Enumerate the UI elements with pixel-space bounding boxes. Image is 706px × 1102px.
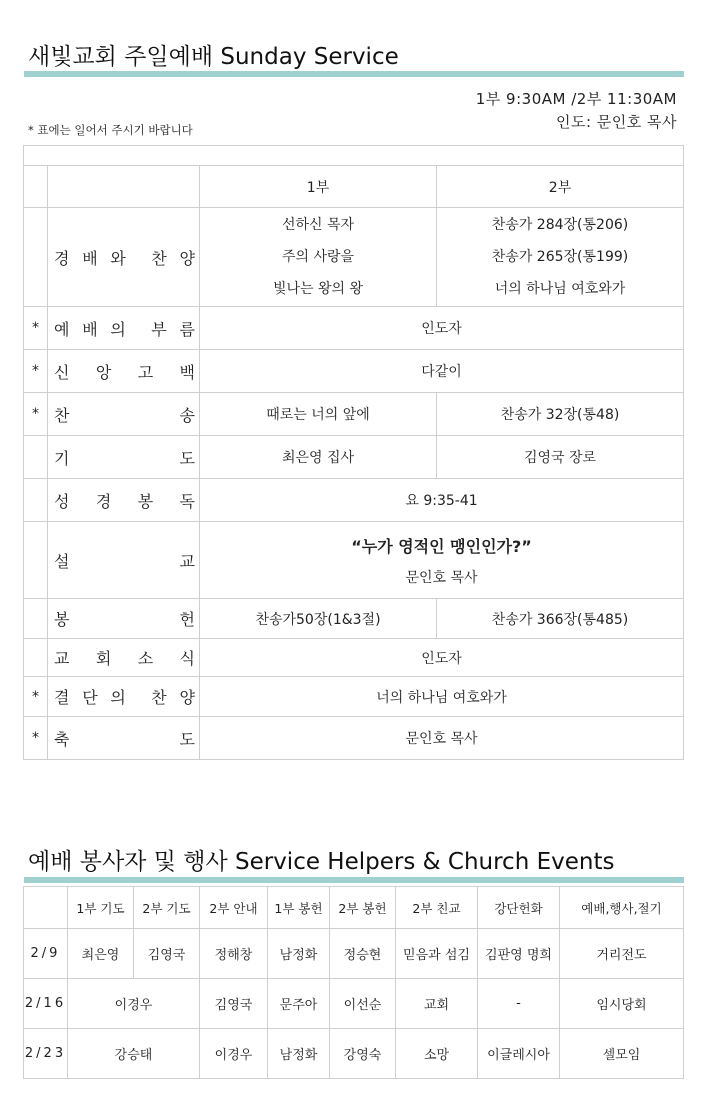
row-label: 예 배 의 부 름 [54, 319, 195, 339]
row-date: 2/9 [24, 929, 68, 979]
offering-first: 찬송가50장(1&3절) [200, 599, 437, 639]
offering-second: 찬송가 366장(통485) [437, 599, 684, 639]
row-creed [24, 350, 684, 393]
news-value: 인도자 [200, 639, 684, 677]
row-label: 교 회 소 식 [54, 649, 195, 668]
table-cell: 김영국 [200, 979, 268, 1029]
row-label: 설 교 [54, 551, 195, 571]
row-call-to-worship [24, 307, 684, 350]
table-cell: 믿음과 섬김 [396, 929, 478, 979]
helpers-header: 2부 봉헌 [330, 887, 396, 929]
row-date: 2/16 [24, 979, 68, 1029]
standing-note: * 표에는 일어서 주시기 바랍니다 [28, 123, 193, 137]
table-cell: 문주아 [268, 979, 330, 1029]
standing-marker: * [24, 307, 48, 350]
service-times: 1부 9:30AM /2부 11:30AM [475, 90, 677, 108]
row-benediction [24, 717, 684, 760]
sermon-title: “누가 영적인 맹인인가?” [351, 536, 532, 556]
table-cell: 셀모임 [560, 1029, 684, 1079]
row-prayer [24, 436, 684, 479]
row-scripture [24, 479, 684, 522]
praise-second: 찬송가 284장(통206) 찬송가 265장(통199) 너의 하나님 여호와가 [437, 208, 684, 307]
table-row [24, 1029, 684, 1079]
resolution-value: 너의 하나님 여호와가 [200, 677, 684, 717]
row-label: 기 도 [54, 448, 195, 468]
sermon-cell [200, 522, 684, 599]
table-spacer-row [24, 146, 684, 166]
helpers-table [23, 886, 684, 1079]
table-cell: 정승현 [330, 929, 396, 979]
row-label: 축 도 [54, 729, 195, 749]
row-label: 신 앙 고 백 [54, 362, 195, 382]
row-hymn [24, 393, 684, 436]
row-label: 경 배 와 찬 양 [54, 248, 195, 268]
helpers-header: 예배,행사,절기 [560, 887, 684, 929]
col-header-2: 2부 [437, 166, 684, 208]
service-leader: 인도: 문인호 목사 [555, 113, 677, 131]
row-label: 봉 헌 [54, 610, 195, 629]
table-cell: 강승태 [68, 1029, 200, 1079]
prayer-second: 김영국 장로 [437, 436, 684, 479]
table-cell: 김영국 [134, 929, 200, 979]
standing-marker: * [24, 677, 48, 717]
prayer-first: 최은영 집사 [200, 436, 437, 479]
table-cell: 소망 [396, 1029, 478, 1079]
benediction-value: 문인호 목사 [200, 717, 684, 760]
table-cell: 김판영 명희 [478, 929, 560, 979]
hymn-second: 찬송가 32장(통48) [437, 393, 684, 436]
table-cell: 거리전도 [560, 929, 684, 979]
helpers-header: 강단헌화 [478, 887, 560, 929]
row-resolution-hymn [24, 677, 684, 717]
helpers-header: 2부 기도 [134, 887, 200, 929]
table-cell: - [478, 979, 560, 1029]
table-cell: 최은영 [68, 929, 134, 979]
row-church-news [24, 639, 684, 677]
table-row [24, 929, 684, 979]
helpers-header: 2부 안내 [200, 887, 268, 929]
creed-value: 다같이 [200, 350, 684, 393]
hymn-first: 때로는 너의 앞에 [200, 393, 437, 436]
praise-first: 선하신 목자 주의 사랑을 빛나는 왕의 왕 [200, 208, 437, 307]
scripture-value: 요 9:35-41 [200, 479, 684, 522]
standing-marker: * [24, 717, 48, 760]
table-cell: 이글레시아 [478, 1029, 560, 1079]
page-title: 새빛교회 주일예배 Sunday Service [28, 44, 399, 70]
call-value: 인도자 [200, 307, 684, 350]
helpers-header-row [24, 887, 684, 929]
helpers-title: 예배 봉사자 및 행사 Service Helpers & Church Events [28, 849, 615, 875]
table-cell: 이선순 [330, 979, 396, 1029]
table-cell: 정해창 [200, 929, 268, 979]
row-label: 찬 송 [54, 405, 195, 425]
helpers-underline [24, 877, 684, 883]
row-praise [24, 208, 684, 307]
helpers-header: 1부 기도 [68, 887, 134, 929]
table-cell: 교회 [396, 979, 478, 1029]
order-of-service-table [23, 145, 684, 760]
helpers-header: 1부 봉헌 [268, 887, 330, 929]
standing-marker: * [24, 350, 48, 393]
row-sermon [24, 522, 684, 599]
row-label: 결 단 의 찬 양 [54, 688, 195, 707]
title-underline [24, 71, 684, 77]
row-date: 2/23 [24, 1029, 68, 1079]
table-row [24, 979, 684, 1029]
row-label: 성 경 봉 독 [54, 491, 195, 511]
sermon-speaker: 문인호 목사 [405, 569, 478, 586]
table-cell: 이경우 [200, 1029, 268, 1079]
helpers-header: 2부 친교 [396, 887, 478, 929]
row-offering [24, 599, 684, 639]
table-cell: 임시당회 [560, 979, 684, 1029]
table-cell: 남정화 [268, 929, 330, 979]
standing-marker: * [24, 393, 48, 436]
table-header-row [24, 166, 684, 208]
table-cell: 이경우 [68, 979, 200, 1029]
table-cell: 남정화 [268, 1029, 330, 1079]
col-header-1: 1부 [200, 166, 437, 208]
table-cell: 강영숙 [330, 1029, 396, 1079]
